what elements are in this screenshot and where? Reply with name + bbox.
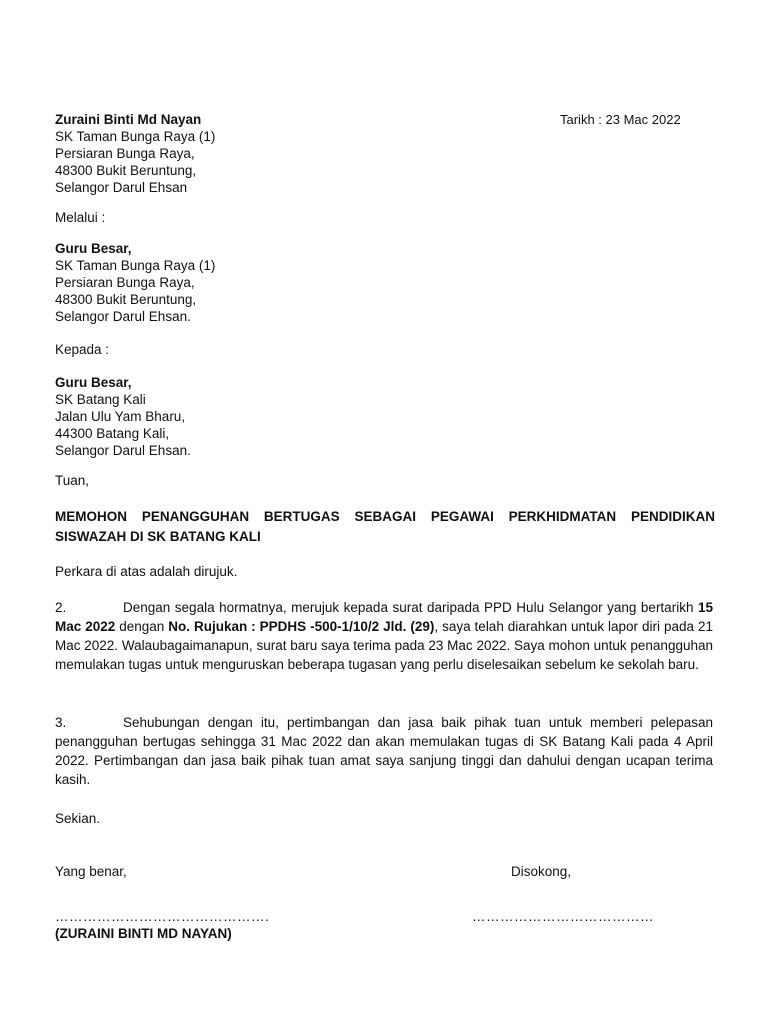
- paragraph-number: 3.: [55, 715, 67, 730]
- sender-address-line: SK Taman Bunga Raya (1): [55, 129, 216, 144]
- paragraph-text: dengan: [115, 619, 169, 634]
- sender-address-line: Selangor Darul Ehsan: [55, 180, 188, 195]
- signature-line-left: ……………………………………….: [55, 909, 270, 924]
- paragraph-3: [55, 713, 713, 789]
- salutation: Tuan,: [55, 473, 90, 488]
- via-block: [55, 240, 715, 325]
- via-label-block: [55, 209, 715, 226]
- to-address-line: Jalan Ulu Yam Bharu,: [55, 409, 186, 424]
- via-title: Guru Besar,: [55, 241, 132, 256]
- letter-subject: MEMOHON PENANGGUHAN BERTUGAS SEBAGAI PEGAWAI PERKHIDMATAN PENDIDIKAN SISWAZAH DI SK BATANG KALI: [55, 509, 715, 544]
- signatory-name: (ZURAINI BINTI MD NAYAN): [55, 926, 232, 941]
- via-address-line: SK Taman Bunga Raya (1): [55, 258, 216, 273]
- sender-address-line: 48300 Bukit Beruntung,: [55, 163, 197, 178]
- to-title: Guru Besar,: [55, 375, 132, 390]
- paragraph-text: Dengan segala hormatnya, merujuk kepada surat daripada PPD Hulu Selangor yang bertarikh: [123, 600, 698, 615]
- closing: Sekian.: [55, 811, 101, 826]
- via-address-line: Persiaran Bunga Raya,: [55, 275, 195, 290]
- sender-name: Zuraini Binti Md Nayan: [55, 112, 202, 127]
- letter-date: Tarikh : 23 Mac 2022: [560, 112, 681, 127]
- via-label: Melalui :: [55, 210, 106, 225]
- to-address-line: Selangor Darul Ehsan.: [55, 443, 191, 458]
- paragraph-text: Sehubungan dengan itu, pertimbangan dan jasa baik pihak tuan untuk memberi pelepasan penangguhan bertugas sehingga 31 Mac 2022 dan akan memulakan tugas di SK Batang Kali pada 4 April 2022. Pertimbangan dan jasa baik pihak tuan amat saya sanjung tinggi dan dahului dengan ucapan terima kasih.: [55, 715, 713, 787]
- paragraph-2: [55, 598, 713, 674]
- to-address-line: 44300 Batang Kali,: [55, 426, 170, 441]
- sender-address-line: Persiaran Bunga Raya,: [55, 146, 195, 161]
- intro-line: Perkara di atas adalah dirujuk.: [55, 564, 238, 579]
- to-label: Kepada :: [55, 342, 110, 357]
- via-address-line: Selangor Darul Ehsan.: [55, 309, 191, 324]
- paragraph-bold-reference: No. Rujukan : PPDHS -500-1/10/2 Jld. (29): [168, 619, 435, 634]
- to-label-block: [55, 341, 715, 358]
- paragraph-text: , saya telah diarahkan untuk lapor diri pada 21 Mac 2022. Walaubagaimanapun, surat baru saya terima pada 23 Mac 2022. Saya mohon untuk penangguhan memulakan tugas untuk menguruskan beberapa tugasan yang perlu diselesaikan sebelum ke sekolah baru.: [55, 619, 713, 672]
- via-address-line: 48300 Bukit Beruntung,: [55, 292, 197, 307]
- paragraph-bold-date: 15 Mac 2022: [55, 600, 713, 634]
- to-block: [55, 374, 715, 459]
- paragraph-number: 2.: [55, 600, 67, 615]
- signature-line-right: …………………………………: [472, 909, 654, 924]
- to-address-line: SK Batang Kali: [55, 392, 146, 407]
- signoff: Yang benar,: [55, 864, 127, 879]
- endorsed-label: Disokong,: [511, 864, 572, 879]
